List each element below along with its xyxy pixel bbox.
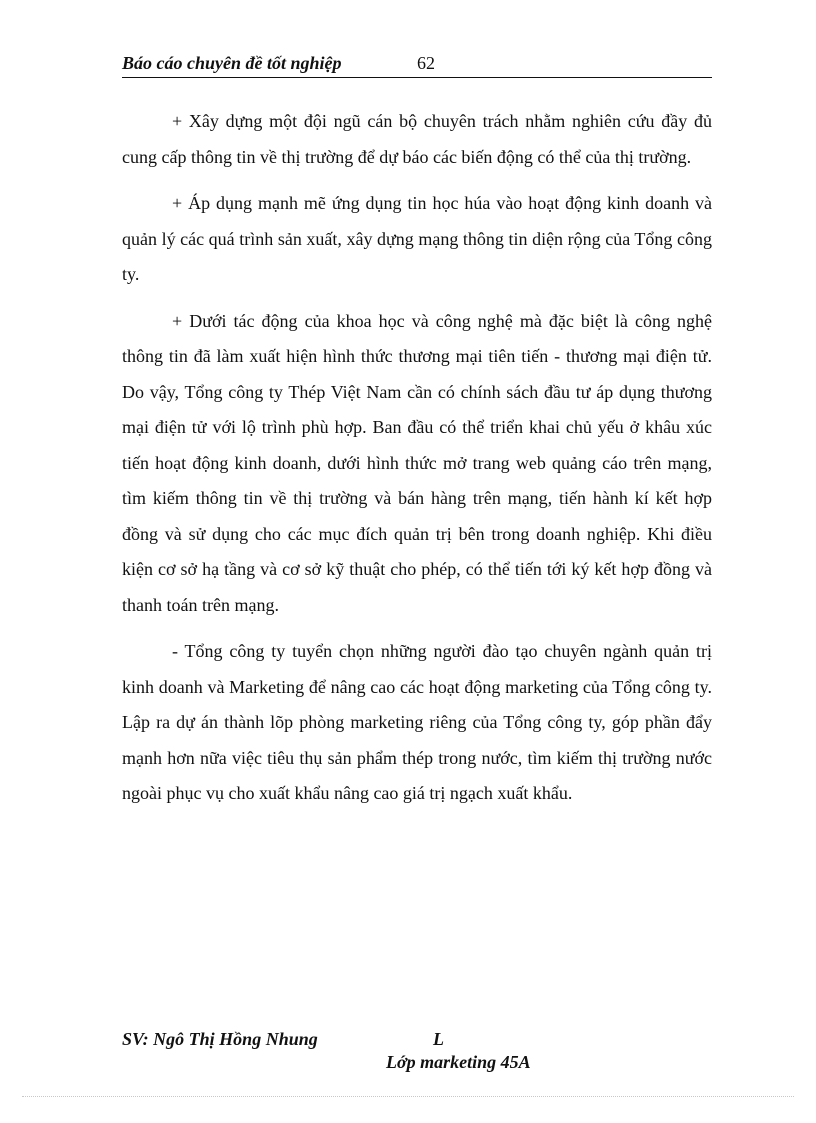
page-number: 62 — [417, 53, 435, 73]
footer-mark: L — [433, 1029, 444, 1049]
footer-student-name: SV: Ngô Thị Hồng Nhung — [122, 1029, 318, 1049]
document-body — [122, 104, 712, 823]
footer-class-name: Lớp marketing 45A — [386, 1052, 531, 1072]
document-title: Báo cáo chuyên đề tốt nghiệp — [122, 53, 342, 73]
page-bottom-divider — [22, 1096, 794, 1097]
page-header — [122, 51, 712, 78]
paragraph-2: + Áp dụng mạnh mẽ ứng dụng tin học húa vào hoạt động kinh doanh và quản lý các quá trình sản xuất, xây dựng mạng thông tin diện rộng của Tổng công ty. — [122, 193, 712, 284]
paragraph-4: - Tổng công ty tuyển chọn những người đào tạo chuyên ngành quản trị kinh doanh và Marketing để nâng cao các hoạt động marketing của Tổng công ty. Lập ra dự án thành lõp phòng marketing riêng của Tổng công ty, góp phần đẩy mạnh hơn nữa việc tiêu thụ sản phẩm thép trong nước, tìm kiếm thị trường nước ngoài phục vụ cho xuất khẩu nâng cao giá trị ngạch xuất khẩu. — [122, 641, 712, 803]
paragraph-1: + Xây dựng một đội ngũ cán bộ chuyên trách nhằm nghiên cứu đầy đủ cung cấp thông tin về thị trường để dự báo các biến động có thể của thị trường. — [122, 111, 712, 167]
paragraph-3: + Dưới tác động của khoa học và công nghệ mà đặc biệt là công nghệ thông tin đã làm xuất hiện hình thức thương mại tiên tiến - thương mại điện tử. Do vậy, Tổng công ty Thép Việt Nam cần có chính sách đầu tư áp dụng thương mại điện tử với lộ trình phù hợp. Ban đầu có thể triển khai chủ yếu ở khâu xúc tiến hoạt động kinh doanh, dưới hình thức mở trang web quảng cáo trên mạng, tìm kiếm thông tin về thị trường và bán hàng trên mạng, tiến hành kí kết hợp đồng và sử dụng cho các mục đích quản trị bên trong doanh nghiệp. Khi điều kiện cơ sở hạ tầng và cơ sở kỹ thuật cho phép, có thể tiến tới ký kết hợp đồng và thanh toán trên mạng. — [122, 310, 712, 615]
